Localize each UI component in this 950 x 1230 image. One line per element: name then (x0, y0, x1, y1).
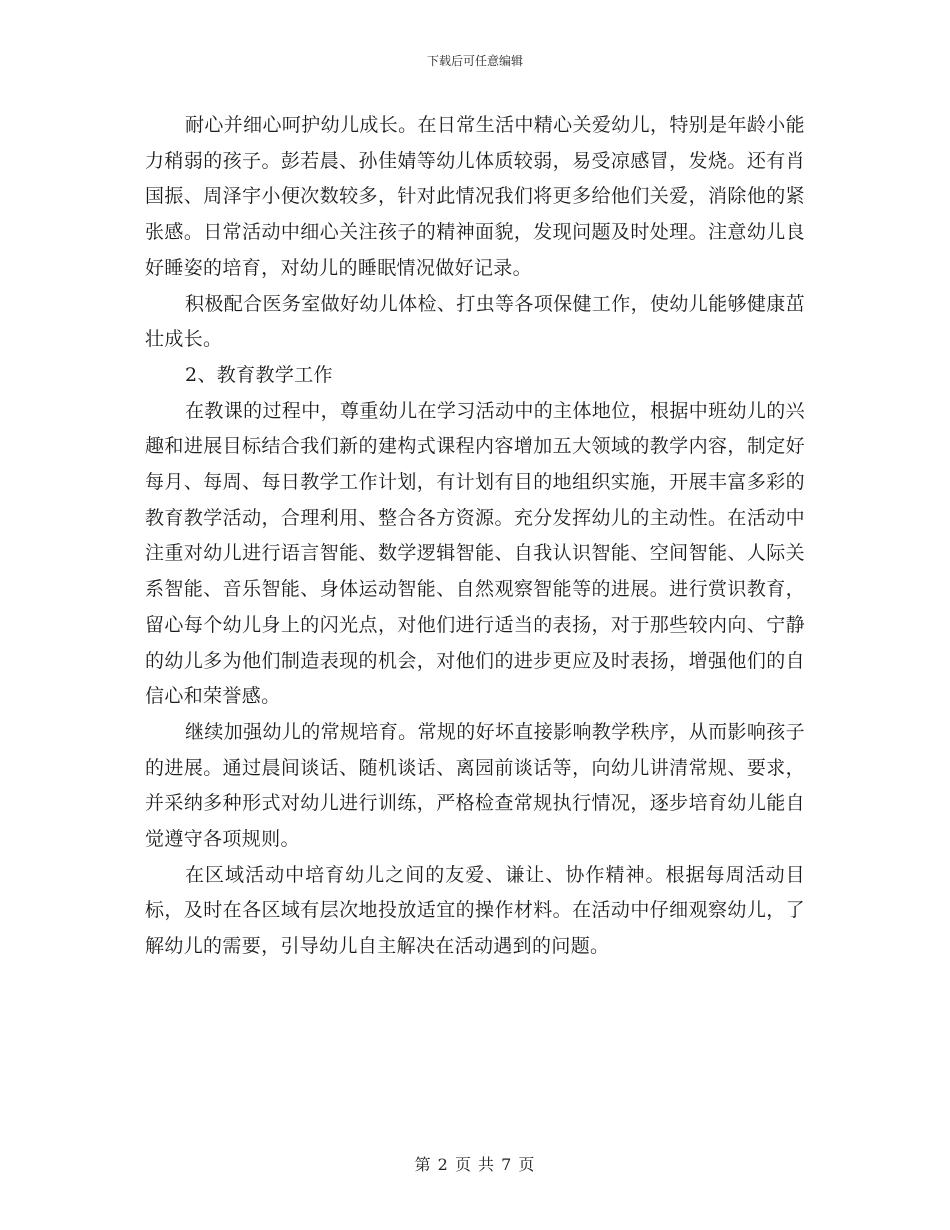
page-header: 下载后可任意编辑 (426, 54, 523, 68)
paragraph-area-activities: 在区域活动中培育幼儿之间的友爱、谦让、协作精神。根据每周活动目标，及时在各区域有层次地投放适宜的操作材料。在活动中仔细观察幼儿，了解幼儿的需要，引导幼儿自主解决在活动遇到的问题。 (145, 863, 805, 958)
paragraph-routines: 继续加强幼儿的常规培育。常规的好坏直接影响教学秩序，从而影响孩子的进展。通过晨间谈话、随机谈话、离园前谈话等，向幼儿讲清常规、要求，并采纳多种形式对幼儿进行训练，严格检查常规执行情况，逐步培育幼儿能自觉遵守各项规则。 (145, 720, 805, 851)
paragraph-childcare: 耐心并细心呵护幼儿成长。在日常生活中精心关爱幼儿，特别是年龄小能力稍弱的孩子。彭若晨、孙佳婧等幼儿体质较弱，易受凉感冒，发烧。还有肖国振、周泽宇小便次数较多，针对此情况我们将更多给他们关爱，消除他的紧张感。日常活动中细心关注孩子的精神面貌，发现问题及时处理。注意幼儿良好睡姿的培育，对幼儿的睡眠情况做好记录。 (145, 114, 805, 279)
paragraph-teaching: 在教课的过程中，尊重幼儿在学习活动中的主体地位，根据中班幼儿的兴趣和进展目标结合我们新的建构式课程内容增加五大领域的教学内容，制定好每月、每周、每日教学工作计划，有计划有目的地组织实施，开展丰富多彩的教育教学活动，合理利用、整合各方资源。充分发挥幼儿的主动性。在活动中注重对幼儿进行语言智能、数学逻辑智能、自我认识智能、空间智能、人际关系智能、音乐智能、身体运动智能、自然观察智能等的进展。进行赏识教育，留心每个幼儿身上的闪光点，对他们进行适当的表扬，对于那些较内向、宁静的幼儿多为他们制造表现的机会，对他们的进步更应及时表扬，增强他们的自信心和荣誉感。 (145, 399, 805, 708)
document-body (145, 108, 805, 965)
paragraph-health-checks: 积极配合医务室做好幼儿体检、打虫等各项保健工作，使幼儿能够健康茁壮成长。 (145, 292, 805, 351)
section-heading-teaching: 2、教育教学工作 (185, 363, 333, 386)
page-number-footer: 第 2 页 共 7 页 (414, 1155, 536, 1174)
